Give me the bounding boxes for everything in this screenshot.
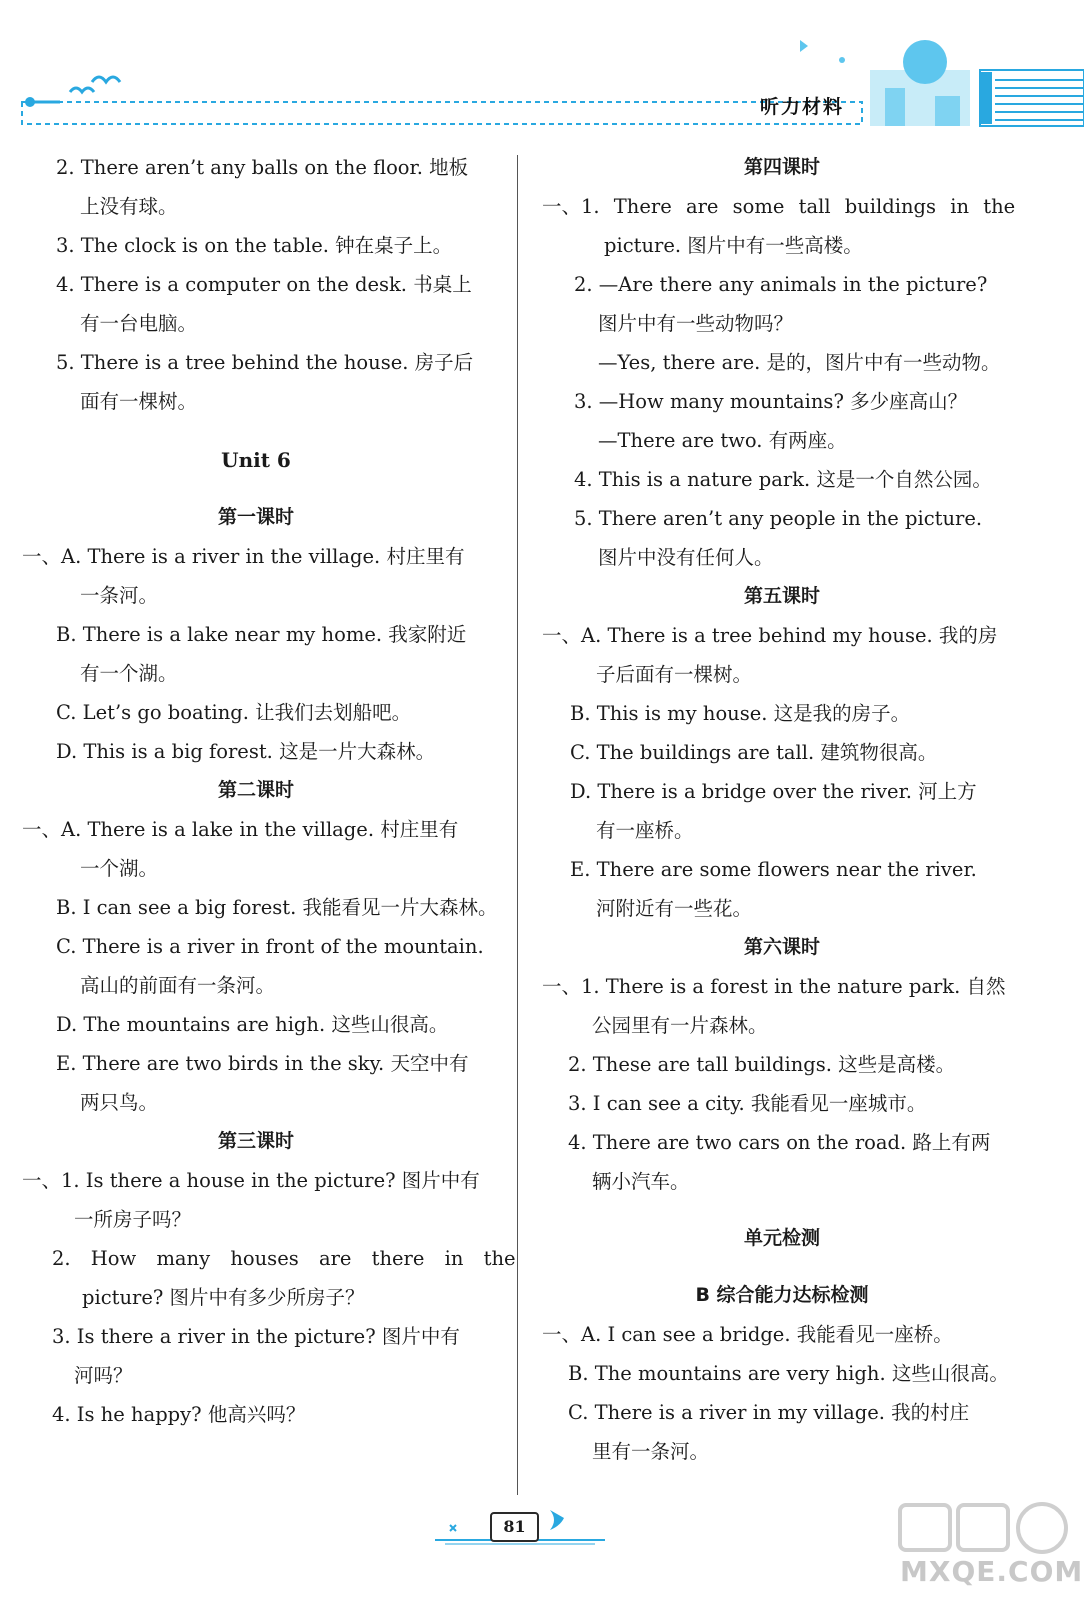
lesson-4 — [542, 148, 1022, 577]
header-dot-icon — [25, 97, 35, 107]
unit-test — [542, 1219, 1022, 1471]
lesson-3 — [22, 1122, 516, 1434]
text-line: C. The buildings are tall. 建筑物很高。 — [570, 741, 938, 764]
text-line: 2. These are tall buildings. 这些是高楼。 — [568, 1053, 956, 1076]
text-line: 一条河。 — [80, 584, 159, 607]
text-line: 3. Is there a river in the picture? 图片中有 — [52, 1325, 460, 1348]
text-line: 一、A. There is a tree behind my house. 我的房 — [542, 624, 998, 647]
text-line: B. There is a lake near my home. 我家附近 — [56, 623, 467, 646]
lesson-5 — [542, 577, 1022, 928]
text-line: 4. There are two cars on the road. 路上有两 — [568, 1131, 991, 1154]
text-line: 河吗？ — [74, 1364, 133, 1387]
text-line: 一所房子吗？ — [74, 1208, 192, 1231]
lesson-6 — [542, 928, 1022, 1201]
text-line: 一、A. I can see a bridge. 我能看见一座桥。 — [542, 1323, 953, 1346]
header-dashed-frame — [22, 102, 862, 124]
text-line: 2. —Are there any animals in the picture? — [574, 273, 988, 296]
text-line: 4. There is a computer on the desk. 书桌上 — [56, 273, 472, 296]
text-line: 4. This is a nature park. 这是一个自然公园。 — [574, 468, 992, 491]
text-line: 4. Is he happy? 他高兴吗？ — [52, 1403, 306, 1426]
text-line: 辆小汽车。 — [592, 1170, 690, 1193]
text-line: C. Let’s go boating. 让我们去划船吧。 — [56, 701, 412, 724]
text-line: 一、1. Is there a house in the picture? 图片中有 — [22, 1169, 480, 1192]
lesson-title: 第一课时 — [217, 506, 294, 528]
text-line: E. There are two birds in the sky. 天空中有 — [56, 1052, 469, 1075]
text-line: 3. The clock is on the table. 钟在桌子上。 — [56, 234, 453, 257]
bird-icon — [70, 88, 94, 92]
text-line: B. I can see a big forest. 我能看见一片大森林。 — [56, 896, 498, 919]
unit-test-subtitle: B 综合能力达标检测 — [695, 1284, 869, 1306]
text-line: 图片中没有任何人。 — [598, 546, 774, 569]
text-line: D. This is a big forest. 这是一片大森林。 — [56, 740, 436, 763]
page-header — [0, 0, 1084, 140]
pinwheel-icon — [550, 1510, 564, 1530]
text-line: 面有一棵树。 — [80, 390, 198, 413]
text-line: 一、A. There is a lake in the village. 村庄里有 — [22, 818, 459, 841]
lesson-title: 第六课时 — [743, 936, 820, 958]
text-line: 一、1. There is a forest in the nature park. 自然 — [542, 975, 1006, 998]
text-line: E. There are some flowers near the river. — [570, 858, 977, 881]
text-line: 公园里有一片森林。 — [592, 1014, 768, 1037]
text-line: —There are two. 有两座。 — [598, 429, 847, 452]
lesson-title: 第二课时 — [217, 779, 294, 801]
text-line: 河附近有一些花。 — [596, 897, 753, 920]
header-title: 听力材料 — [760, 96, 845, 118]
page-number: 81 — [490, 1512, 539, 1542]
text-line: 有一台电脑。 — [80, 312, 198, 335]
text-line: picture. 图片中有一些高楼。 — [604, 234, 863, 257]
watermark-text: MXQE.COM — [900, 1555, 1084, 1588]
left-column — [22, 148, 516, 1434]
globe-icon — [903, 40, 947, 84]
text-line: 子后面有一棵树。 — [596, 663, 753, 686]
text-line: 一个湖。 — [80, 857, 159, 880]
unit-test-title: 单元检测 — [743, 1227, 820, 1249]
bird-icon — [92, 77, 120, 82]
text-line: picture? 图片中有多少所房子？ — [82, 1286, 365, 1309]
star-icon — [450, 1525, 456, 1531]
lesson-2 — [22, 771, 498, 1122]
text-line: —Yes, there are. 是的，图片中有一些动物。 — [598, 351, 1001, 374]
text-line: B. The mountains are very high. 这些山很高。 — [568, 1362, 1009, 1385]
text-line: C. There is a river in front of the mountain. — [56, 935, 484, 958]
lesson-1 — [22, 498, 490, 771]
header-decoration — [0, 0, 1084, 140]
top-section — [22, 148, 490, 421]
text-line: C. There is a river in my village. 我的村庄 — [568, 1401, 970, 1424]
text-line: B. This is my house. 这是我的房子。 — [570, 702, 911, 725]
text-line: D. There is a bridge over the river. 河上方 — [570, 780, 977, 803]
text-line: D. The mountains are high. 这些山很高。 — [56, 1013, 449, 1036]
lesson-title: 第三课时 — [217, 1130, 294, 1152]
text-line: 图片中有一些动物吗？ — [598, 312, 794, 335]
text-line: 高山的前面有一条河。 — [80, 974, 276, 997]
text-line: 一、A. There is a river in the village. 村庄里有 — [22, 545, 465, 568]
lesson-title: 第五课时 — [743, 585, 820, 607]
text-line: 有一座桥。 — [596, 819, 694, 842]
text-line: 3. —How many mountains? 多少座高山？ — [574, 390, 968, 413]
text-line: 2. How many houses are there in the — [52, 1247, 516, 1270]
text-line: 3. I can see a city. 我能看见一座城市。 — [568, 1092, 927, 1115]
text-line: 一、1. There are some tall buildings in the — [542, 195, 1016, 218]
text-line: 5. There is a tree behind the house. 房子后 — [56, 351, 474, 374]
header-stripe-block — [980, 70, 1084, 126]
right-column — [542, 148, 1022, 1471]
lesson-title: 第四课时 — [743, 156, 820, 178]
text-line: 5. There aren’t any people in the picture. — [574, 507, 983, 530]
text-line: 里有一条河。 — [592, 1440, 710, 1463]
column-divider — [517, 155, 518, 1495]
text-line: 上没有球。 — [80, 195, 178, 218]
text-line: 2. There aren’t any balls on the floor. 地板 — [56, 156, 469, 179]
text-line: 两只鸟。 — [80, 1091, 159, 1114]
unit-title: Unit 6 — [221, 448, 291, 472]
text-line: 有一个湖。 — [80, 662, 178, 685]
